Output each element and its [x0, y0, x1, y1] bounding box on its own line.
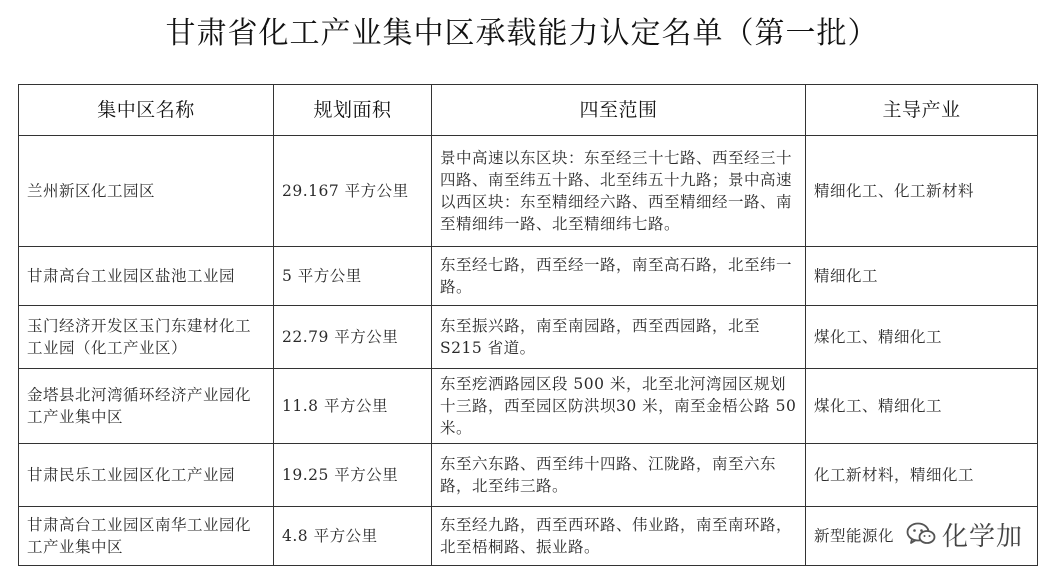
- cell-boundary: 东至振兴路，南至南园路，西至西园路，北至S215 省道。: [432, 306, 806, 369]
- park-list-table: [18, 84, 1038, 566]
- header-boundary: 四至范围: [432, 85, 806, 136]
- header-name: 集中区名称: [19, 85, 274, 136]
- watermark: [902, 517, 1027, 551]
- cell-area: 22.79 平方公里: [274, 306, 432, 369]
- table-row: [19, 247, 1038, 306]
- cell-industry: 煤化工、精细化工: [806, 306, 1038, 369]
- watermark-text: 化学加: [942, 521, 1024, 552]
- cell-boundary: 东至六东路、西至纬十四路、江陇路，南至六东路，北至纬三路。: [432, 444, 806, 507]
- cell-industry: 精细化工: [806, 247, 1038, 306]
- wechat-icon: [906, 521, 936, 547]
- table-row: [19, 306, 1038, 369]
- cell-industry: 新型能源化: [806, 507, 1038, 566]
- cell-boundary: 东至经九路，西至西环路、伟业路，南至南环路，北至梧桐路、振业路。: [432, 507, 806, 566]
- cell-name: 兰州新区化工园区: [19, 136, 274, 247]
- table-header-row: [19, 85, 1038, 136]
- cell-area: 4.8 平方公里: [274, 507, 432, 566]
- cell-industry: 煤化工、精细化工: [806, 369, 1038, 444]
- cell-industry: 化工新材料，精细化工: [806, 444, 1038, 507]
- cell-boundary: 东至疙洒路园区段 500 米，北至北河湾园区规划十三路，西至园区防洪坝30 米，南至金梧公路 50 米。: [432, 369, 806, 444]
- cell-area: 11.8 平方公里: [274, 369, 432, 444]
- cell-area: 19.25 平方公里: [274, 444, 432, 507]
- cell-name: 金塔县北河湾循环经济产业园化工产业集中区: [19, 369, 274, 444]
- cell-boundary: 东至经七路，西至经一路，南至高石路，北至纬一路。: [432, 247, 806, 306]
- cell-name: 甘肃高台工业园区南华工业园化工产业集中区: [19, 507, 274, 566]
- cell-industry: 精细化工、化工新材料: [806, 136, 1038, 247]
- header-area: 规划面积: [274, 85, 432, 136]
- table-row: [19, 507, 1038, 566]
- cell-boundary: 景中高速以东区块：东至经三十七路、西至经三十四路、南至纬五十路、北至纬五十九路；景中高速以西区块：东至精细经六路、西至精细经一路、南至精细纬一路、北至精细纬七路。: [432, 136, 806, 247]
- header-industry: 主导产业: [806, 85, 1038, 136]
- cell-name: 甘肃民乐工业园区化工产业园: [19, 444, 274, 507]
- cell-name: 甘肃高台工业园区盐池工业园: [19, 247, 274, 306]
- cell-name: 玉门经济开发区玉门东建材化工工业园（化工产业区）: [19, 306, 274, 369]
- page-title: 甘肃省化工产业集中区承载能力认定名单（第一批）: [165, 16, 879, 51]
- cell-area: 29.167 平方公里: [274, 136, 432, 247]
- table-row: [19, 136, 1038, 247]
- table-row: [19, 444, 1038, 507]
- table-row: [19, 369, 1038, 444]
- cell-area: 5 平方公里: [274, 247, 432, 306]
